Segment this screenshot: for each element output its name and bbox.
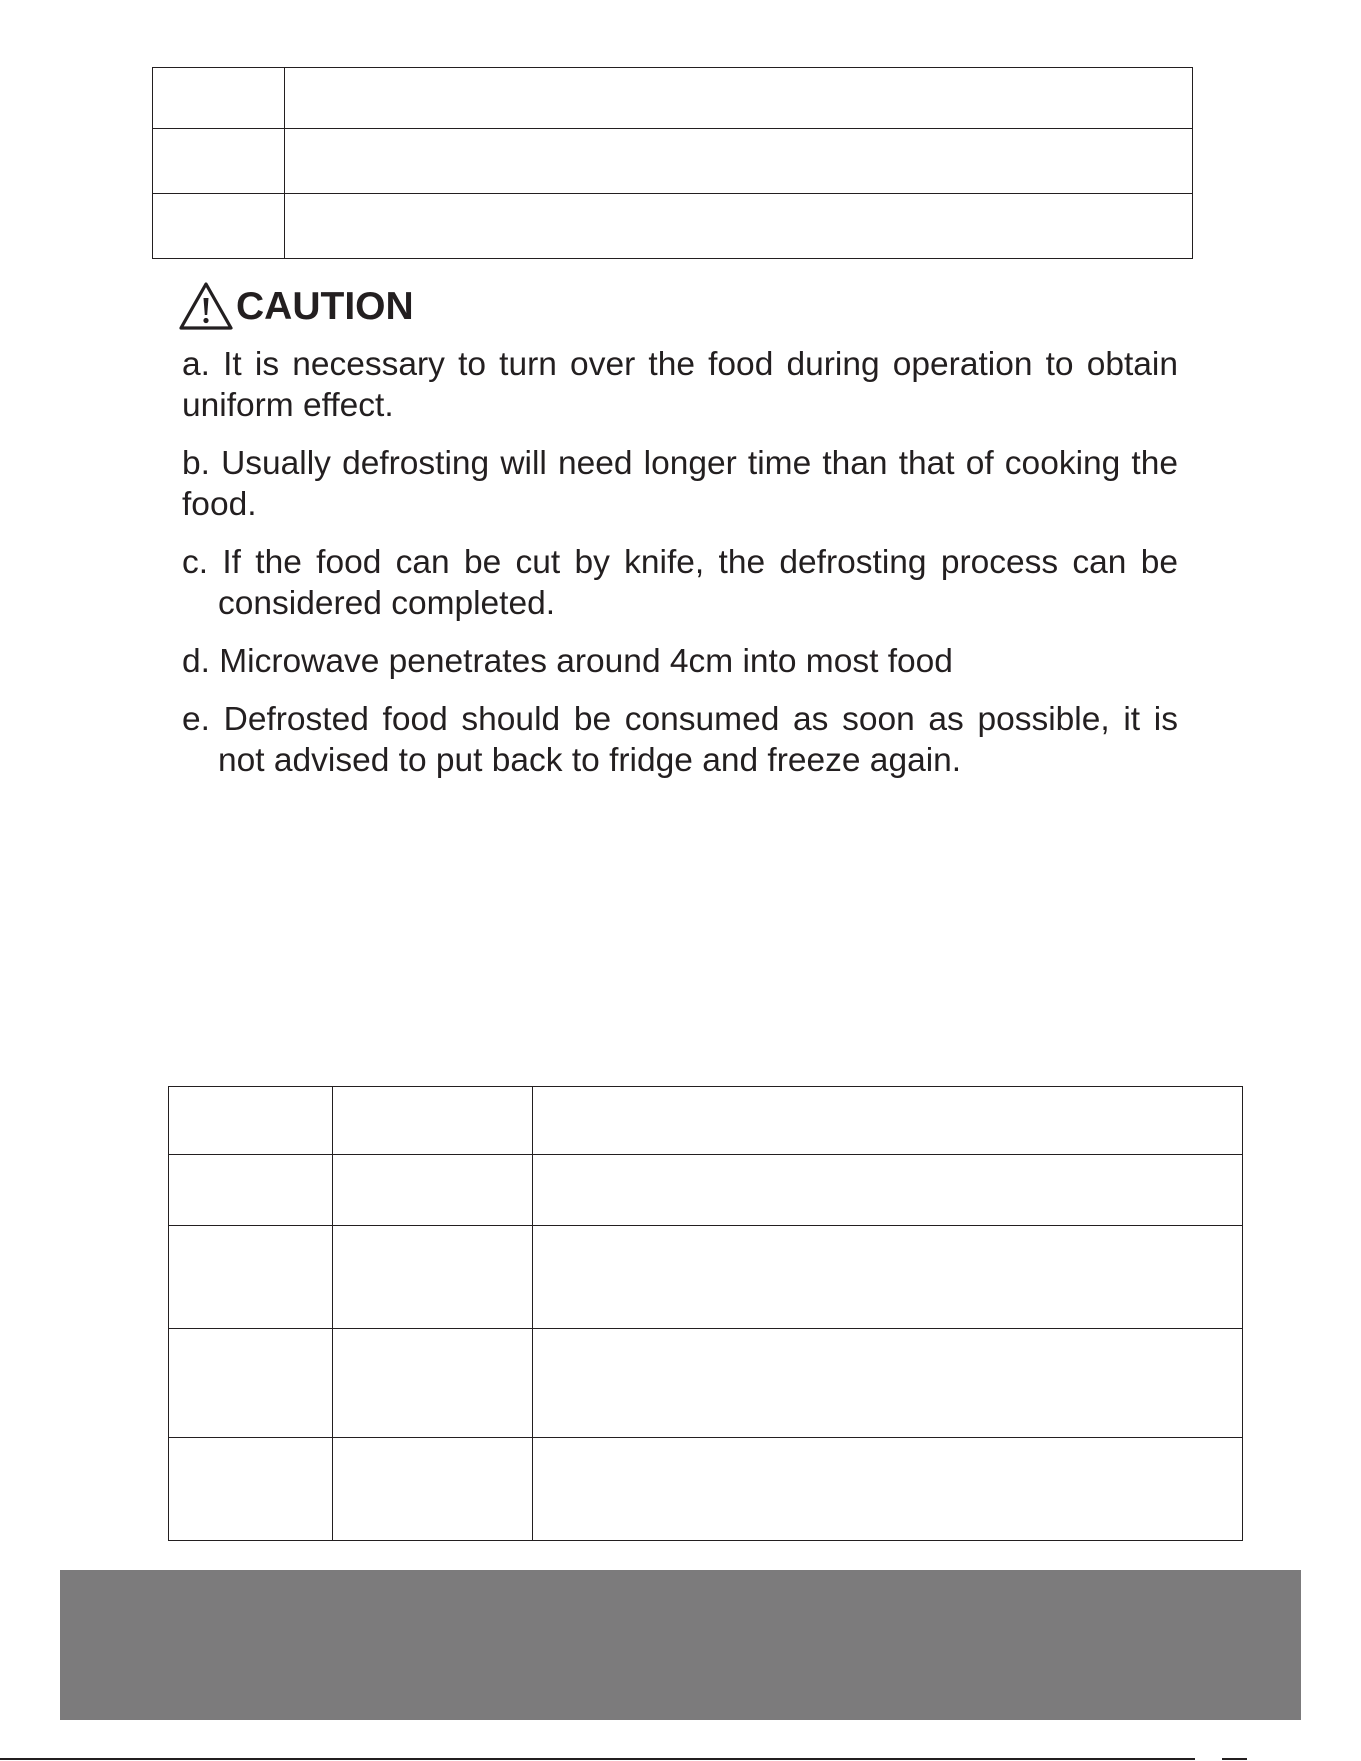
table-row [153,129,1193,194]
table-row [169,1329,1243,1438]
warning-triangle-icon [178,281,234,331]
table-cell [153,194,285,259]
table-cell [169,1087,333,1155]
bottom-divider [0,1758,1195,1760]
table-cell [533,1438,1243,1541]
table-cell [533,1329,1243,1438]
table-cell [333,1329,533,1438]
table-cell [533,1087,1243,1155]
table-cell [333,1087,533,1155]
table-cell [333,1155,533,1226]
bottom-table [168,1086,1243,1541]
table-row [169,1226,1243,1329]
caution-item-c: c. If the food can be cut by knife, the defrosting process can be considered completed. [182,544,1178,622]
footer-band [60,1570,1301,1720]
caution-heading [178,281,414,331]
table-cell [333,1226,533,1329]
table-cell [169,1329,333,1438]
table-cell [169,1155,333,1226]
table-row [169,1087,1243,1155]
caution-title: CAUTION [236,284,414,328]
table-cell [285,129,1193,194]
table-cell [169,1438,333,1541]
table-cell [533,1155,1243,1226]
table-cell [285,194,1193,259]
caution-item-d: d. Microwave penetrates around 4cm into most food [182,643,953,680]
table-cell [285,68,1193,129]
table-cell [169,1226,333,1329]
table-row [153,194,1193,259]
table-cell [333,1438,533,1541]
caution-item-a: a. It is necessary to turn over the food during operation to obtain uniform effect. [182,346,1178,424]
table-cell [533,1226,1243,1329]
table-row [153,68,1193,129]
table-row [169,1438,1243,1541]
top-table [152,67,1193,259]
caution-item-b: b. Usually defrosting will need longer time than that of cooking the food. [182,445,1178,523]
table-cell [153,129,285,194]
table-cell [153,68,285,129]
caution-item-e: e. Defrosted food should be consumed as soon as possible, it is not advised to put back to fridge and freeze again. [182,701,1178,779]
caution-list [182,344,1178,798]
bottom-divider-right [1222,1758,1247,1760]
table-row [169,1155,1243,1226]
